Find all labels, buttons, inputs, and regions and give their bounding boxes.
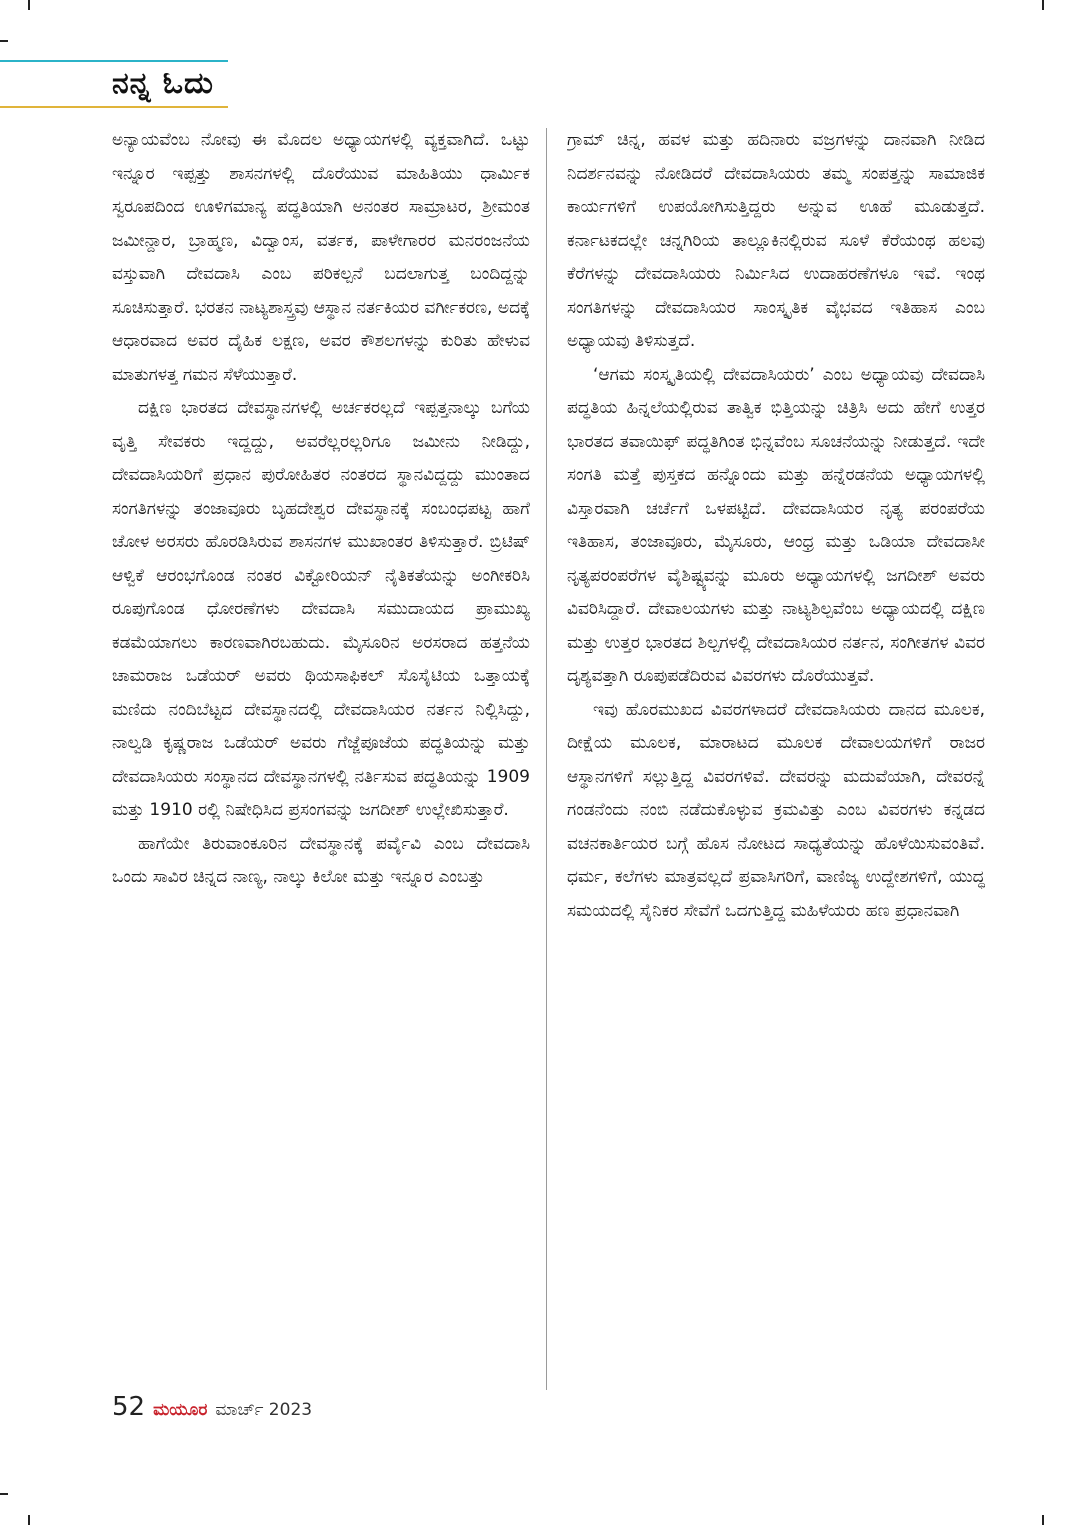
header-rule-bottom: [0, 106, 228, 108]
paragraph: ಗ್ರಾಮ್ ಚಿನ್ನ, ಹವಳ ಮತ್ತು ಹದಿನಾರು ವಜ್ರಗಳನ್ನು ದಾನವಾಗಿ ನೀಡಿದ ನಿದರ್ಶನವನ್ನು ನೋಡಿದರೆ ದೇವದಾಸಿಯರು ತಮ್ಮ ಸಂಪತ್ತನ್ನು ಸಾಮಾಜಿಕ ಕಾರ್ಯಗಳಿಗೆ ಉಪಯೋಗಿಸುತ್ತಿದ್ದರು ಅನ್ನುವ ಊಹೆ ಮೂಡುತ್ತದೆ. ಕರ್ನಾಟಕದಲ್ಲೇ ಚನ್ನಗಿರಿಯ ತಾಲ್ಲೂಕಿನಲ್ಲಿರುವ ಸೂಳೆ ಕೆರೆಯಂಥ ಹಲವು ಕೆರೆಗಳನ್ನು ದೇವದಾಸಿಯರು ನಿರ್ಮಿಸಿದ ಉದಾಹರಣೆಗಳೂ ಇವೆ. ಇಂಥ ಸಂಗತಿಗಳನ್ನು ದೇವದಾಸಿಯರ ಸಾಂಸ್ಕೃತಿಕ ವೈಭವದ ಇತಿಹಾಸ ಎಂಬ ಅಧ್ಯಾಯವು ತಿಳಿಸುತ್ತದೆ.: [567, 130, 985, 351]
crop-mark-left-lower: [0, 1493, 8, 1495]
paragraph: ಹಾಗೆಯೇ ತಿರುವಾಂಕೂರಿನ ದೇವಸ್ಥಾನಕ್ಕೆ ಪರ್ವೈವಿ ಎಂಬ ದೇವದಾಸಿ ಒಂದು ಸಾವಿರ ಚಿನ್ನದ ನಾಣ್ಯ, ನಾಲ್ಕು ಕಿಲೋ ಮತ್ತು ಇನ್ನೂರ ಎಂಬತ್ತು: [112, 833, 530, 887]
paragraph: ದಕ್ಷಿಣ ಭಾರತದ ದೇವಸ್ಥಾನಗಳಲ್ಲಿ ಅರ್ಚಕರಲ್ಲದೆ ಇಪ್ಪತ್ತನಾಲ್ಕು ಬಗೆಯ ವೃತ್ತಿ ಸೇವಕರು ಇದ್ದದ್ದು, ಅವರೆಲ್ಲರಲ್ಲರಿಗೂ ಜಮೀನು ನೀಡಿದ್ದು, ದೇವದಾಸಿಯರಿಗೆ ಪ್ರಧಾನ ಪುರೋಹಿತರ ನಂತರದ ಸ್ಥಾನವಿದ್ದದ್ದು ಮುಂತಾದ ಸಂಗತಿಗಳನ್ನು ತಂಜಾವೂರು ಬೃಹದೇಶ್ವರ ದೇವಸ್ಥಾನಕ್ಕೆ ಸಂಬಂಧಪಟ್ಟ ಹಾಗೆ ಚೋಳ ಅರಸರು ಹೊರಡಿಸಿರುವ ಶಾಸನಗಳ ಮುಖಾಂತರ ತಿಳಿಸುತ್ತಾರೆ. ಬ್ರಿಟಿಷ್ ಆಳ್ವಿಕೆ ಆರಂಭಗೊಂಡ ನಂತರ ವಿಕ್ಟೋರಿಯನ್ ನೈತಿಕತೆಯನ್ನು ಅಂಗೀಕರಿಸಿ ರೂಪುಗೊಂಡ ಧೋರಣೆಗಳು ದೇವದಾಸಿ ಸಮುದಾಯದ ಪ್ರಾಮುಖ್ಯ ಕಡಮೆಯಾಗಲು ಕಾರಣವಾಗಿರಬಹುದು. ಮೈಸೂರಿನ ಅರಸರಾದ ಹತ್ತನೆಯ ಚಾಮರಾಜ ಒಡೆಯರ್ ಅವರು ಥಿಯಸಾಫಿಕಲ್ ಸೊಸೈಟಿಯ ಒತ್ತಾಯಕ್ಕೆ ಮಣಿದು ನಂದಿಬೆಟ್ಟದ ದೇವಸ್ಥಾನದಲ್ಲಿ ದೇವದಾಸಿಯರ ನರ್ತನ ನಿಲ್ಲಿಸಿದ್ದು, ನಾಲ್ವಡಿ ಕೃಷ್ಣರಾಜ ಒಡೆಯರ್ ಅವರು ಗೆಜ್ಜೆಪೂಜೆಯ ಪದ್ಧತಿಯನ್ನು ಮತ್ತು ದೇವದಾಸಿಯರು ಸಂಸ್ಥಾನದ ದೇವಸ್ಥಾನಗಳಲ್ಲಿ ನರ್ತಿಸುವ ಪದ್ಧತಿಯನ್ನು 1909 ಮತ್ತು 1910 ರಲ್ಲಿ ನಿಷೇಧಿಸಿದ ಪ್ರಸಂಗವನ್ನು ಜಗದೀಶ್ ಉಲ್ಲೇಖಿಸುತ್ತಾರೆ.: [112, 398, 530, 820]
paragraph: ‘ಆಗಮ ಸಂಸ್ಕೃತಿಯಲ್ಲಿ ದೇವದಾಸಿಯರು’ ಎಂಬ ಅಧ್ಯಾಯವು ದೇವದಾಸಿ ಪದ್ಧತಿಯ ಹಿನ್ನಲೆಯಲ್ಲಿರುವ ತಾತ್ವಿಕ ಭಿತ್ತಿಯನ್ನು ಚಿತ್ರಿಸಿ ಅದು ಹೇಗೆ ಉತ್ತರ ಭಾರತದ ತವಾಯಿಫ್ ಪದ್ಧತಿಗಿಂತ ಭಿನ್ನವೆಂಬ ಸೂಚನೆಯನ್ನು ನೀಡುತ್ತದೆ. ಇದೇ ಸಂಗತಿ ಮತ್ತೆ ಪುಸ್ತಕದ ಹನ್ನೊಂದು ಮತ್ತು ಹನ್ನೆರಡನೆಯ ಅಧ್ಯಾಯಗಳಲ್ಲಿ ವಿಸ್ತಾರವಾಗಿ ಚರ್ಚೆಗೆ ಒಳಪಟ್ಟಿದೆ. ದೇವದಾಸಿಯರ ನೃತ್ಯ ಪರಂಪರೆಯ ಇತಿಹಾಸ, ತಂಜಾವೂರು, ಮೈಸೂರು, ಆಂಧ್ರ ಮತ್ತು ಒಡಿಯಾ ದೇವದಾಸೀ ನೃತ್ಯಪರಂಪರೆಗಳ ವೈಶಿಷ್ಟ್ಯವನ್ನು ಮೂರು ಅಧ್ಯಾಯಗಳಲ್ಲಿ ಜಗದೀಶ್ ಅವರು ವಿವರಿಸಿದ್ದಾರೆ. ದೇವಾಲಯಗಳು ಮತ್ತು ನಾಟ್ಯಶಿಲ್ಪವೆಂಬ ಅಧ್ಯಾಯದಲ್ಲಿ ದಕ್ಷಿಣ ಮತ್ತು ಉತ್ತರ ಭಾರತದ ಶಿಲ್ಪಗಳಲ್ಲಿ ದೇವದಾಸಿಯರ ನರ್ತನ, ಸಂಗೀತಗಳ ವಿವರ ದೃಶ್ಯವತ್ತಾಗಿ ರೂಪುಪಡೆದಿರುವ ವಿವರಗಳು ದೊರೆಯುತ್ತವೆ.: [567, 364, 985, 686]
column-divider: [546, 128, 547, 1390]
crop-mark-left-upper: [0, 40, 8, 42]
paragraph: ಇವು ಹೊರಮುಖದ ವಿವರಗಳಾದರೆ ದೇವದಾಸಿಯರು ದಾನದ ಮೂಲಕ, ದೀಕ್ಷೆಯ ಮೂಲಕ, ಮಾರಾಟದ ಮೂಲಕ ದೇವಾಲಯಗಳಿಗೆ ರಾಜರ ಆಸ್ಥಾನಗಳಿಗೆ ಸಲ್ಲುತ್ತಿದ್ದ ವಿವರಗಳಿವೆ. ದೇವರನ್ನು ಮದುವೆಯಾಗಿ, ದೇವರನ್ನೆ ಗಂಡನೆಂದು ನಂಬಿ ನಡೆದುಕೊಳ್ಳುವ ಕ್ರಮವಿತ್ತು ಎಂಬ ವಿವರಗಳು ಕನ್ನಡದ ವಚನಕಾರ್ತಿಯರ ಬಗ್ಗೆ ಹೊಸ ನೋಟದ ಸಾಧ್ಯತೆಯನ್ನು ಹೊಳೆಯಿಸುವಂತಿವೆ. ಧರ್ಮ, ಕಲೆಗಳು ಮಾತ್ರವಲ್ಲದೆ ಪ್ರವಾಸಿಗರಿಗೆ, ವಾಣಿಜ್ಯ ಉದ್ದೇಶಗಳಿಗೆ, ಯುದ್ಧ ಸಮಯದಲ್ಲಿ ಸೈನಿಕರ ಸೇವೆಗೆ ಒದಗುತ್ತಿದ್ದ ಮಹಿಳೆಯರು ಹಣ ಪ್ರಧಾನವಾಗಿ: [567, 699, 985, 921]
page-footer: [112, 1392, 312, 1432]
page-number: 52: [112, 1392, 146, 1422]
crop-mark-bottom-left: [28, 1515, 30, 1525]
magazine-name: ಮಯೂರ: [153, 1400, 208, 1420]
issue-date: ಮಾರ್ಚ್ 2023: [215, 1400, 313, 1420]
header-rule-top: [0, 60, 228, 62]
crop-mark-top-left: [28, 0, 30, 10]
article-column-right: [567, 124, 985, 1392]
article-column-left: [112, 124, 530, 1392]
crop-mark-bottom-right: [1042, 1515, 1044, 1525]
crop-mark-top-right: [1042, 0, 1044, 10]
section-title: ನನ್ನ ಓದು: [112, 66, 214, 101]
paragraph: ಅನ್ಯಾಯವೆಂಬ ನೋವು ಈ ಮೊದಲ ಅಧ್ಯಾಯಗಳಲ್ಲಿ ವ್ಯಕ್ತವಾಗಿದೆ. ಒಟ್ಟು ಇನ್ನೂರ ಇಪ್ಪತ್ತು ಶಾಸನಗಳಲ್ಲಿ ದೊರೆಯುವ ಮಾಹಿತಿಯು ಧಾರ್ಮಿಕ ಸ್ವರೂಪದಿಂದ ಊಳಿಗಮಾನ್ಯ ಪದ್ಧತಿಯಾಗಿ ಅನಂತರ ಸಾಮ್ರಾಟರ, ಶ್ರೀಮಂತ ಜಮೀನ್ದಾರ, ಬ್ರಾಹ್ಮಣ, ವಿದ್ವಾಂಸ, ವರ್ತಕ, ಪಾಳೇಗಾರರ ಮನರಂಜನೆಯ ವಸ್ತುವಾಗಿ ದೇವದಾಸಿ ಎಂಬ ಪರಿಕಲ್ಪನೆ ಬದಲಾಗುತ್ತ ಬಂದಿದ್ದನ್ನು ಸೂಚಿಸುತ್ತಾರೆ. ಭರತನ ನಾಟ್ಯಶಾಸ್ತ್ರವು ಆಸ್ಥಾನ ನರ್ತಕಿಯರ ವರ್ಗೀಕರಣ, ಅದಕ್ಕೆ ಆಧಾರವಾದ ಅವರ ದೈಹಿಕ ಲಕ್ಷಣ, ಅವರ ಕೌಶಲಗಳನ್ನು ಕುರಿತು ಹೇಳುವ ಮಾತುಗಳತ್ತ ಗಮನ ಸೆಳೆಯುತ್ತಾರೆ.: [112, 130, 530, 385]
